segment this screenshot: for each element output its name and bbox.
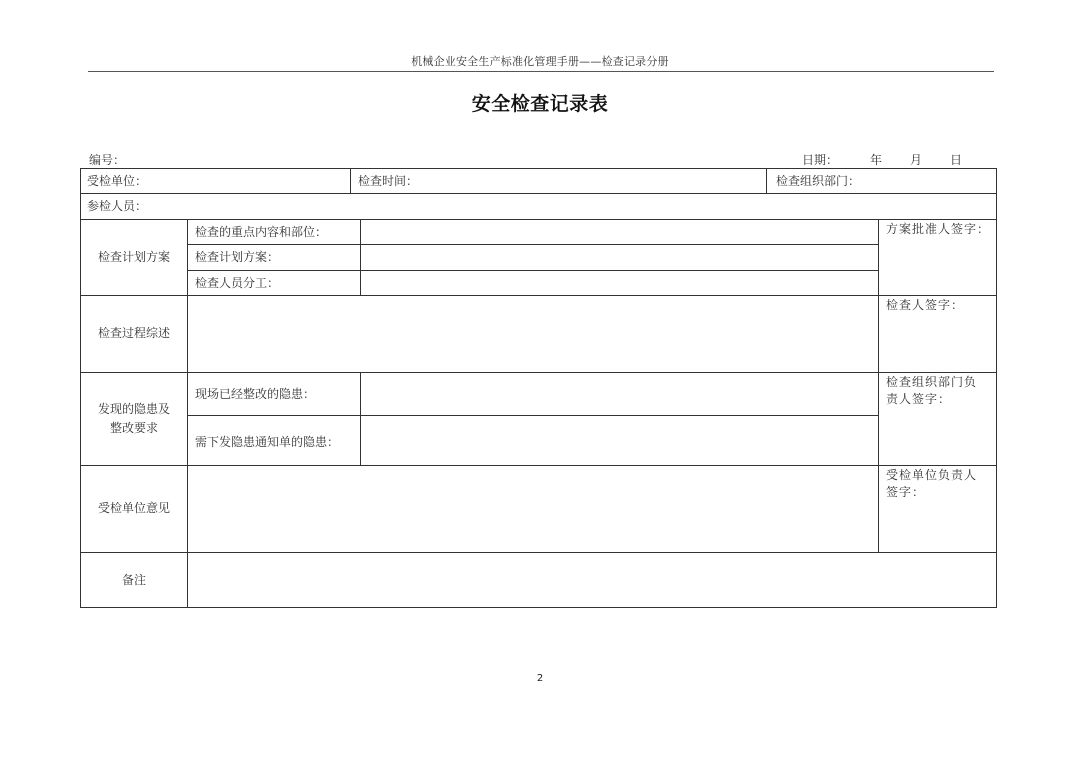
form-title: 安全检查记录表	[471, 93, 609, 115]
hazard-item-rectified: 现场已经整改的隐患：	[195, 387, 316, 401]
inspected-unit-label: 受检单位：	[87, 174, 148, 188]
plan-section-label: 检查计划方案	[97, 250, 170, 264]
table-border-top	[80, 168, 997, 169]
participants-label: 参检人员：	[87, 199, 148, 213]
col-divider	[360, 372, 361, 466]
opinion-field[interactable]	[188, 466, 878, 552]
plan-detail-fields[interactable]	[361, 220, 878, 295]
col-divider	[766, 168, 767, 194]
running-header: 机械企业安全生产标准化管理手册——检查记录分册	[411, 55, 669, 68]
row-divider	[188, 415, 878, 416]
row-divider	[188, 270, 878, 271]
number-label: 编号：	[89, 153, 126, 167]
hazard-section-label-line2: 整改要求	[109, 421, 158, 435]
organizer-dept-label: 检查组织部门：	[776, 174, 861, 188]
opinion-section-label: 受检单位意见	[97, 501, 170, 515]
header-rule	[88, 71, 994, 72]
col-divider	[350, 168, 351, 194]
table-border-left	[80, 168, 81, 608]
page-number: 2	[536, 673, 544, 684]
row-divider	[80, 295, 997, 296]
hazard-item-notice: 需下发隐患通知单的隐患：	[195, 435, 340, 449]
unit-head-signature-line2: 签字：	[886, 485, 926, 499]
date-label: 日期：	[802, 153, 839, 167]
inspection-time-label: 检查时间：	[358, 174, 419, 188]
remarks-field[interactable]	[188, 553, 996, 607]
hazard-detail-fields[interactable]	[361, 373, 878, 465]
row-divider	[80, 552, 997, 553]
organizer-head-signature-line2: 责人签字：	[886, 392, 952, 406]
row-divider	[80, 465, 997, 466]
remarks-section-label: 备注	[121, 573, 146, 587]
organizer-head-signature-line1: 检查组织部门负	[886, 375, 978, 389]
plan-approver-signature-label: 方案批准人签字：	[886, 222, 991, 236]
col-divider	[187, 219, 188, 608]
row-divider	[80, 219, 997, 220]
plan-item-key-content: 检查的重点内容和部位：	[195, 225, 328, 239]
row-divider	[80, 372, 997, 373]
col-divider	[360, 219, 361, 296]
process-section-label: 检查过程综述	[97, 326, 170, 340]
table-border-bottom	[80, 607, 997, 608]
year-label: 年	[870, 153, 883, 167]
month-label: 月	[910, 153, 923, 167]
unit-head-signature-line1: 受检单位负责人	[886, 468, 978, 482]
plan-item-plan: 检查计划方案：	[195, 250, 280, 264]
table-border-right	[996, 168, 997, 608]
row-divider	[80, 193, 997, 194]
hazard-section-label-line1: 发现的隐患及	[97, 402, 170, 416]
day-label: 日	[950, 153, 963, 167]
row-divider	[188, 244, 878, 245]
process-summary-field[interactable]	[188, 296, 878, 372]
inspector-signature-label: 检查人签字：	[886, 298, 965, 312]
plan-item-division: 检查人员分工：	[195, 276, 280, 290]
col-divider	[878, 219, 879, 553]
